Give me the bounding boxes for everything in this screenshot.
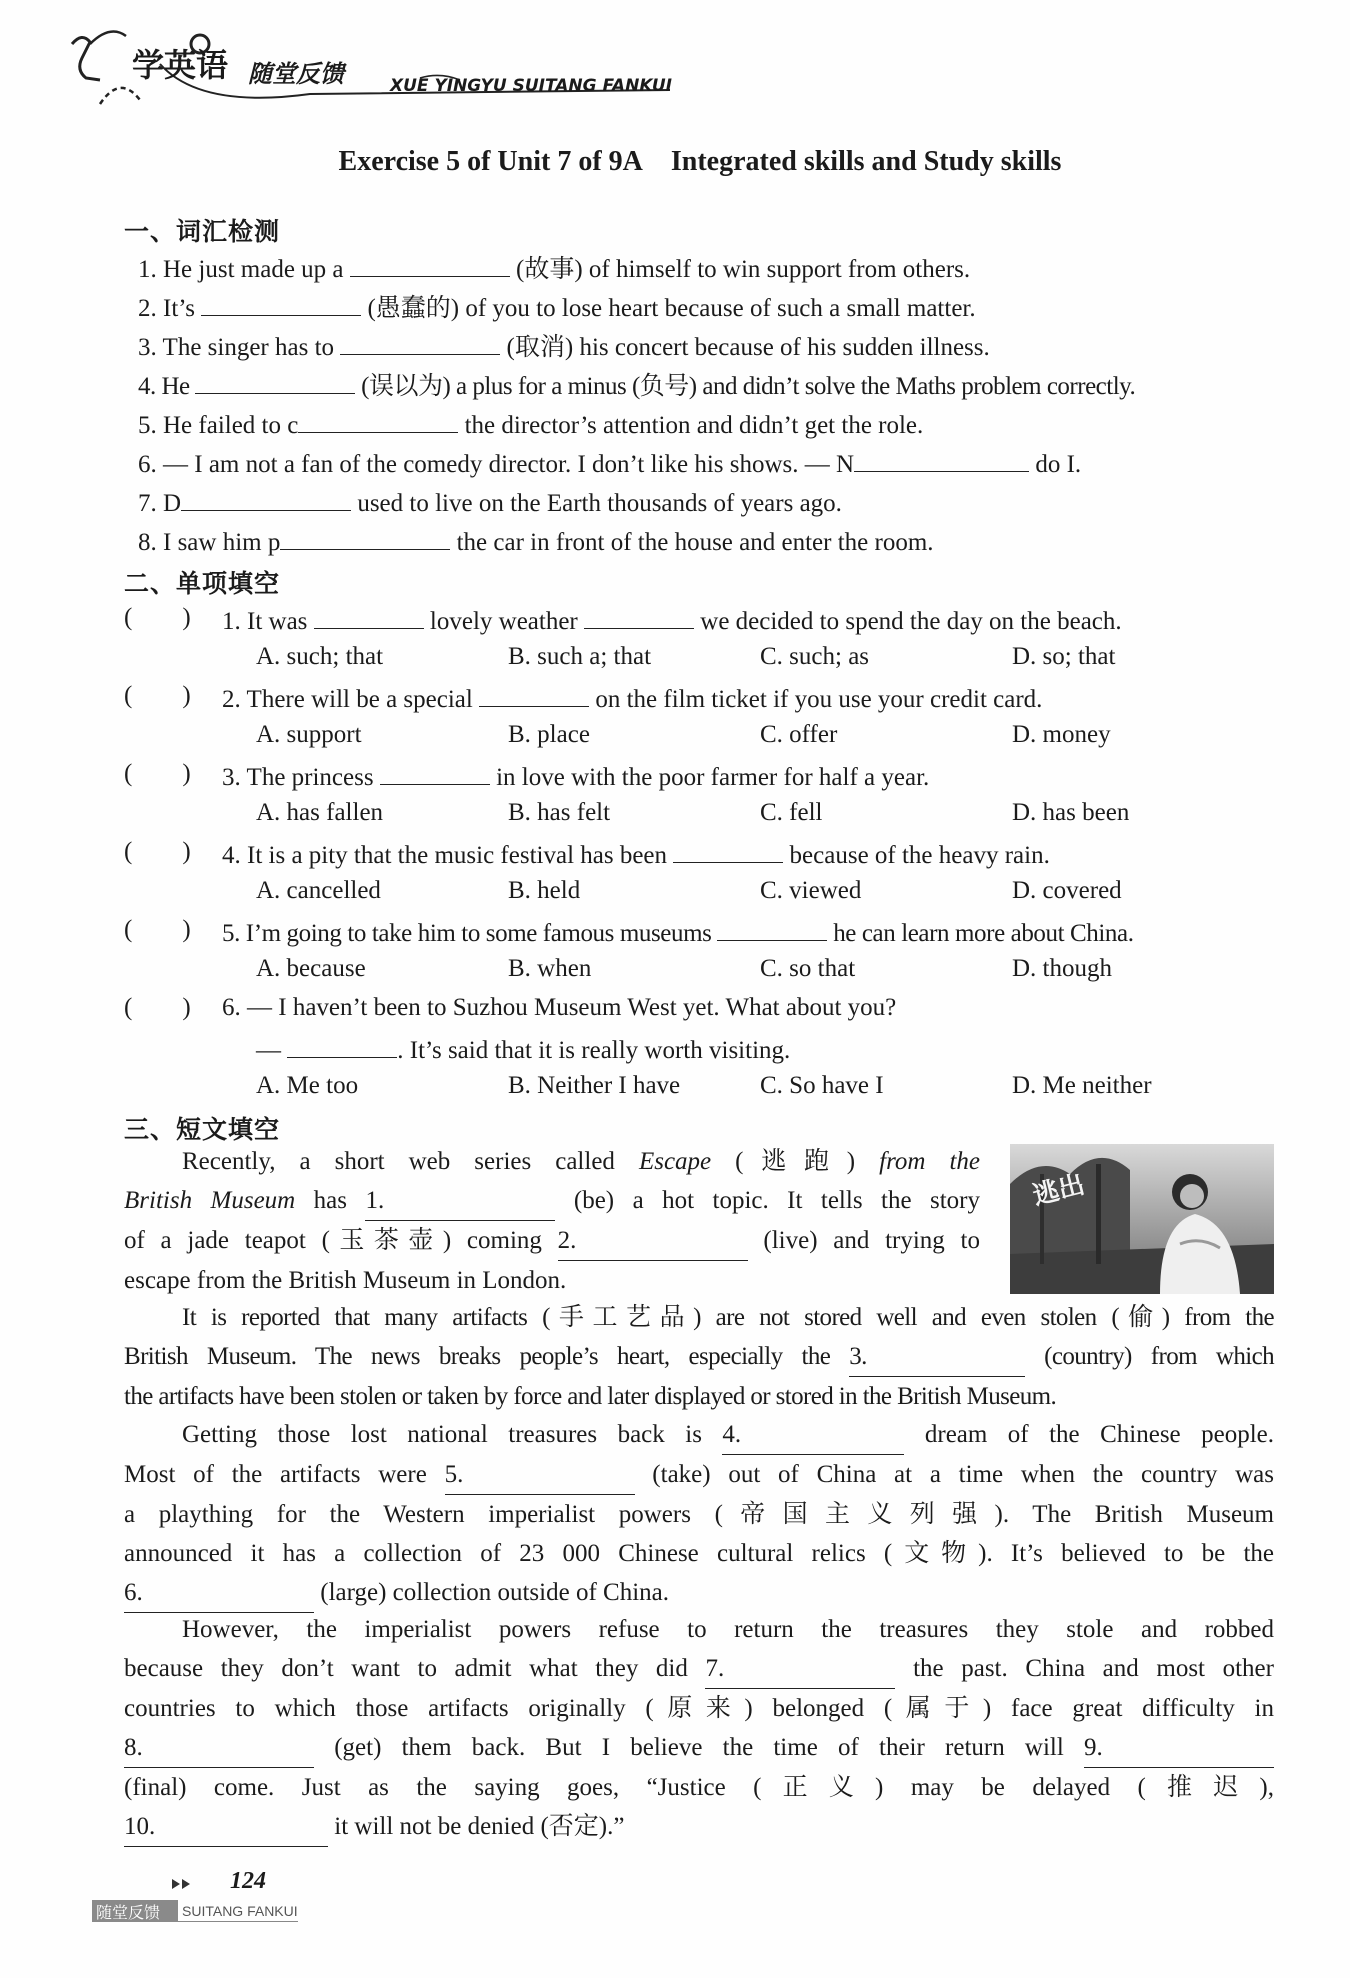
option[interactable]: D. covered bbox=[1012, 877, 1122, 904]
answer-paren[interactable]: ( ) bbox=[124, 916, 191, 943]
passage-paragraph-3: Getting those lost national treasures back is 4. dream of the Chinese people. Most of the artifacts were 5. (take) out of China at a time when the country was a plaything for the Western imperialist powers (帝国主义列强). The British Museum announced it has a collection of 23 000 Chinese cultural relics (文物). It’s believed to be the 6. (large) collection outside of China. bbox=[124, 1415, 1274, 1613]
option[interactable]: B. held bbox=[508, 877, 581, 904]
header-brand: 学英语 bbox=[132, 46, 229, 84]
option[interactable]: D. Me neither bbox=[1012, 1072, 1152, 1099]
answer-paren[interactable]: ( ) bbox=[124, 994, 191, 1021]
option[interactable]: C. so that bbox=[760, 955, 856, 982]
vocab-item: 8. I saw him p the car in front of the house and enter the room. bbox=[138, 523, 934, 559]
answer-blank[interactable] bbox=[717, 914, 827, 941]
passage-blank-3[interactable]: 3. bbox=[849, 1337, 1025, 1377]
option[interactable]: C. such; as bbox=[760, 643, 870, 670]
section1-heading: 一、词汇检测 bbox=[124, 217, 281, 246]
option[interactable]: B. has felt bbox=[508, 799, 611, 826]
passage-blank-4[interactable]: 4. bbox=[722, 1415, 904, 1455]
answer-paren[interactable]: ( ) bbox=[124, 760, 191, 787]
question-reply: — . It’s said that it is really worth visiting. bbox=[256, 1031, 790, 1067]
option[interactable]: C. fell bbox=[760, 799, 823, 826]
question-stem: 6. — I haven’t been to Suzhou Museum West yet. What about you? bbox=[222, 994, 897, 1021]
answer-blank[interactable] bbox=[314, 602, 424, 629]
answer-blank[interactable] bbox=[195, 367, 355, 394]
page-number: 124 bbox=[230, 1868, 266, 1894]
option[interactable]: A. support bbox=[256, 721, 362, 748]
question-stem: 4. It is a pity that the music festival has been because of the heavy rain. bbox=[222, 836, 1050, 872]
header bbox=[60, 14, 700, 110]
option[interactable]: B. place bbox=[508, 721, 590, 748]
option[interactable]: D. so; that bbox=[1012, 643, 1116, 670]
option[interactable]: A. has fallen bbox=[256, 799, 384, 826]
option[interactable]: B. such a; that bbox=[508, 643, 652, 670]
option[interactable]: A. because bbox=[256, 955, 366, 982]
answer-blank[interactable] bbox=[340, 328, 500, 355]
option[interactable]: B. Neither I have bbox=[508, 1072, 681, 1099]
footer-label-cn: 随堂反馈 bbox=[96, 1903, 161, 1922]
option[interactable]: D. has been bbox=[1012, 799, 1130, 826]
option[interactable]: A. such; that bbox=[256, 643, 384, 670]
section2-heading: 二、单项填空 bbox=[124, 569, 281, 598]
option[interactable]: C. offer bbox=[760, 721, 838, 748]
answer-blank[interactable] bbox=[350, 250, 510, 277]
answer-blank[interactable] bbox=[201, 289, 361, 316]
page-title: Exercise 5 of Unit 7 of 9A Integrated skills and Study skills bbox=[338, 146, 1062, 177]
answer-blank[interactable] bbox=[854, 445, 1029, 472]
vocab-item: 4. He (误以为) a plus for a minus (负号) and didn’t solve the Maths problem correctly. bbox=[138, 367, 1135, 403]
passage-blank-9[interactable]: 9. bbox=[1084, 1728, 1274, 1768]
vocab-item: 1. He just made up a (故事) of himself to win support from others. bbox=[138, 250, 970, 286]
question-stem: 2. There will be a special on the film ticket if you use your credit card. bbox=[222, 680, 1042, 716]
header-pinyin: XUE YINGYU SUITANG FANKUI bbox=[390, 76, 673, 96]
answer-blank[interactable] bbox=[584, 602, 694, 629]
answer-blank[interactable] bbox=[181, 484, 351, 511]
passage-blank-2[interactable]: 2. bbox=[558, 1221, 748, 1261]
answer-blank[interactable] bbox=[280, 523, 450, 550]
option[interactable]: C. viewed bbox=[760, 877, 862, 904]
passage-blank-6[interactable]: 6. bbox=[124, 1573, 314, 1613]
question-stem: 3. The princess in love with the poor farmer for half a year. bbox=[222, 758, 929, 794]
passage-blank-8[interactable]: 8. bbox=[124, 1728, 314, 1768]
option[interactable]: A. cancelled bbox=[256, 877, 381, 904]
vocab-item: 2. It’s (愚蠢的) of you to lose heart because of such a small matter. bbox=[138, 289, 976, 325]
option[interactable]: D. money bbox=[1012, 721, 1111, 748]
option[interactable]: A. Me too bbox=[256, 1072, 359, 1099]
svg-text:逃出: 逃出 bbox=[1029, 1169, 1088, 1212]
passage-blank-10[interactable]: 10. bbox=[124, 1807, 328, 1847]
footer-rule bbox=[178, 1921, 298, 1922]
option[interactable]: B. when bbox=[508, 955, 592, 982]
vocab-item: 7. D used to live on the Earth thousands of years ago. bbox=[138, 484, 842, 520]
question-stem: 1. It was lovely weather we decided to spend the day on the beach. bbox=[222, 602, 1122, 638]
passage-blank-5[interactable]: 5. bbox=[445, 1455, 635, 1495]
question-stem: 5. I’m going to take him to some famous museums he can learn more about China. bbox=[222, 914, 1134, 950]
answer-blank[interactable] bbox=[380, 758, 490, 785]
section3-heading: 三、短文填空 bbox=[124, 1115, 281, 1144]
vocab-item: 5. He failed to c the director’s attention and didn’t get the role. bbox=[138, 406, 923, 442]
answer-blank[interactable] bbox=[287, 1031, 397, 1058]
answer-paren[interactable]: ( ) bbox=[124, 604, 191, 631]
passage-blank-7[interactable]: 7. bbox=[705, 1649, 895, 1689]
answer-paren[interactable]: ( ) bbox=[124, 682, 191, 709]
option[interactable]: C. So have I bbox=[760, 1072, 884, 1099]
footer bbox=[92, 1866, 392, 1926]
header-brand-sub: 随堂反馈 bbox=[248, 60, 344, 88]
answer-blank[interactable] bbox=[298, 406, 458, 433]
footer-label-en: SUITANG FANKUI bbox=[182, 1903, 298, 1919]
double-arrow-icon bbox=[172, 1878, 194, 1890]
passage-paragraph-4: However, the imperialist powers refuse to return the treasures they stole and robbed because they don’t want to admit what they did 7. the past. China and most other countries to which those artifacts originally (原来) belonged (属于) face great difficulty in 8. (get) them back. But I believe the time of their return will 9. (final) come. Just as the saying goes, “Justice (正义) may be delayed (推迟), 10. it will not be denied (否定).” bbox=[124, 1610, 1274, 1847]
answer-paren[interactable]: ( ) bbox=[124, 838, 191, 865]
passage-paragraph-1: Recently, a short web series called Escape (逃跑) from the British Museum has 1. (be) a hot topic. It tells the story of a jade teapot (玉茶壶) coming 2. (live) and trying to escape from the British Museum in London. bbox=[124, 1148, 981, 1294]
passage-paragraph-2: It is reported that many artifacts (手工艺品) are not stored well and even stolen (偷) from the British Museum. The news breaks people’s heart, especially the 3. (country) from which the artifacts have been stolen or taken by force and later displayed or stored in the British Museum. bbox=[124, 1304, 1274, 1410]
vocab-item: 3. The singer has to (取消) his concert because of his sudden illness. bbox=[138, 328, 990, 364]
passage-blank-1[interactable]: 1. bbox=[365, 1181, 555, 1221]
answer-blank[interactable] bbox=[479, 680, 589, 707]
vocab-item: 6. — I am not a fan of the comedy director. I don’t like his shows. — N do I. bbox=[138, 445, 1081, 481]
answer-blank[interactable] bbox=[673, 836, 783, 863]
option[interactable]: D. though bbox=[1012, 955, 1112, 982]
girl-with-teapot-photo-icon bbox=[1010, 1144, 1274, 1294]
